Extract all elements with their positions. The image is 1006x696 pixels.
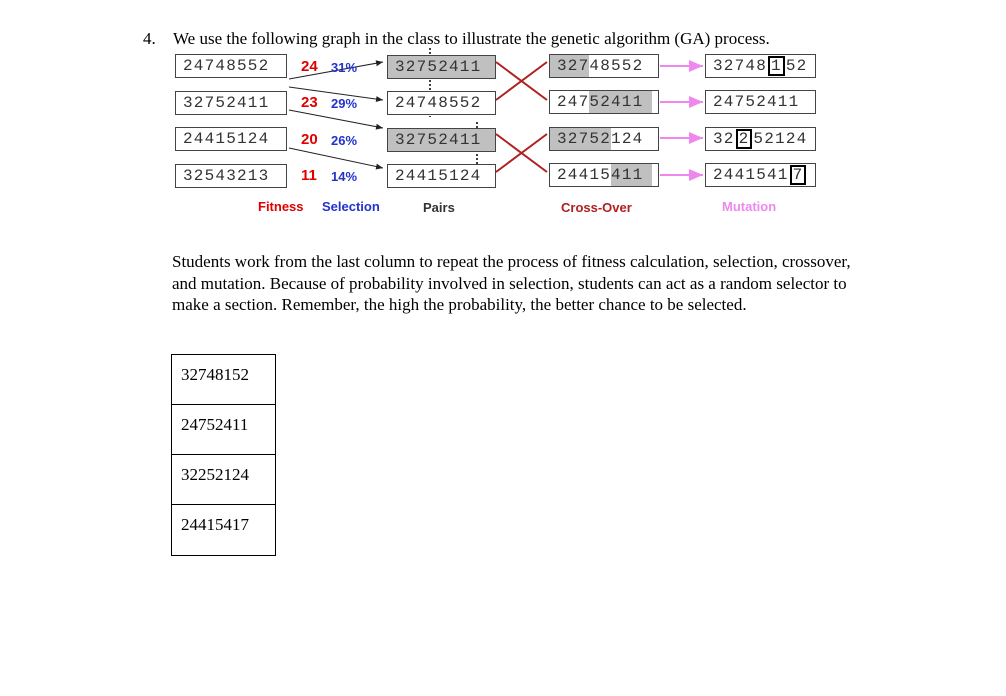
- selection-arrow-3: [289, 110, 383, 128]
- question-text: We use the following graph in the class to illustrate the genetic algorithm (GA) process.: [173, 29, 770, 48]
- mutation-box-4: 2441541 7: [705, 163, 816, 187]
- crossover-box-2: 24752411: [549, 90, 659, 114]
- selection-percent-3: 26%: [331, 133, 358, 148]
- fitness-value-1: 24: [301, 58, 318, 75]
- mutated-gene-3: 2: [736, 129, 753, 149]
- instructions-paragraph: Students work from the last column to repeat the process of fitness calculation, selection, crossover, and mutation. Because of probability involved in selection, students can act as a random selector to make a section. Remember, the high the probability, the better chance to be selected.: [172, 252, 851, 314]
- population-box-3: 24415124: [175, 127, 287, 151]
- selection-arrow-4: [289, 148, 383, 168]
- population-box-1: 24748552: [175, 54, 287, 78]
- pair-box-4: 24415124: [387, 164, 496, 188]
- table-cell: 24752411: [172, 405, 275, 455]
- question-number: 4.: [143, 29, 156, 48]
- crossover-box-3: 32752124: [549, 127, 659, 151]
- label-fitness: Fitness: [258, 199, 304, 214]
- label-mutation: Mutation: [722, 199, 777, 214]
- table-cell: 32252124: [172, 455, 275, 505]
- crossover-x-2: [496, 134, 547, 172]
- selection-percent-1: 31%: [331, 60, 358, 75]
- fitness-value-3: 20: [301, 131, 318, 148]
- pair-box-2: 24748552: [387, 91, 496, 115]
- crossover-box-4: 24415411: [549, 163, 659, 187]
- mutation-box-3: 32 2 52124: [705, 127, 816, 151]
- mutation-box-1: 32748 1 52: [705, 54, 816, 78]
- table-cell: 24415417: [181, 515, 249, 534]
- diagram-connectors: [0, 0, 1006, 260]
- population-table: [171, 354, 276, 556]
- mutated-gene-1: 1: [768, 56, 785, 76]
- selection-percent-4: 14%: [331, 169, 358, 184]
- label-pairs: Pairs: [423, 200, 455, 215]
- fitness-value-2: 23: [301, 94, 318, 111]
- selection-percent-2: 29%: [331, 96, 358, 111]
- label-crossover: Cross-Over: [561, 200, 632, 215]
- crossover-x-1: [496, 62, 547, 100]
- label-selection: Selection: [322, 199, 380, 214]
- population-box-2: 32752411: [175, 91, 287, 115]
- population-box-4: 32543213: [175, 164, 287, 188]
- mutation-box-2: 24752411: [705, 90, 816, 114]
- table-cell: 32748152: [172, 355, 275, 405]
- fitness-value-4: 11: [301, 167, 317, 184]
- pair-box-3: 32752411: [387, 128, 496, 152]
- mutated-gene-4: 7: [790, 165, 807, 185]
- pair-box-1: 32752411: [387, 55, 496, 79]
- crossover-box-1: 32748552: [549, 54, 659, 78]
